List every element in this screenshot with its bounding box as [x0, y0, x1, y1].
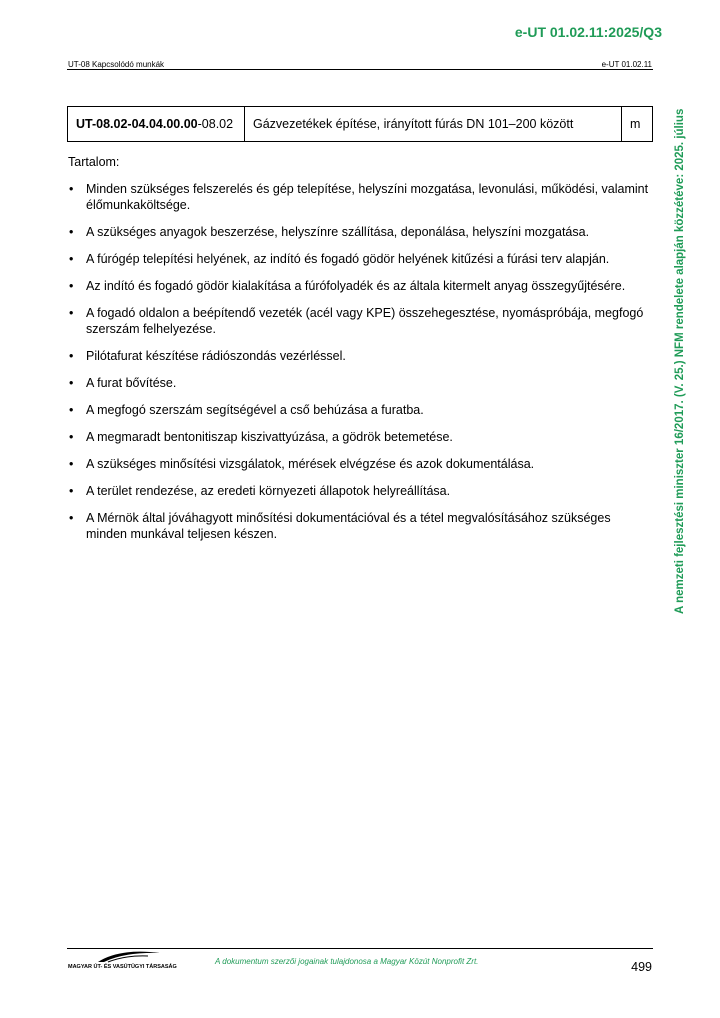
bullet-icon: • [69, 484, 74, 498]
bullet-icon: • [69, 306, 74, 320]
page-number: 499 [631, 960, 652, 974]
bullet-icon: • [69, 511, 74, 525]
item-code [68, 107, 245, 142]
list-item [68, 429, 653, 445]
list-item-text: A megfogó szerszám segítségével a cső behúzása a furatba. [86, 403, 424, 417]
bullet-icon: • [69, 225, 74, 239]
list-item-text: A szükséges anyagok beszerzése, helyszínre szállítása, deponálása, helyszíni mozgatása. [86, 225, 590, 239]
list-item [68, 510, 653, 542]
item-title: Gázvezetékek építése, irányított fúrás DN 101–200 között [245, 107, 622, 142]
list-item-text: Minden szükséges felszerelés és gép telepítése, helyszíni mozgatása, levonulási, működési, valamint élőmunkaköltsége. [86, 182, 649, 212]
bullet-icon: • [69, 252, 74, 266]
item-code-main: UT-08.02-04.04.00.00 [76, 117, 198, 131]
bullet-icon: • [69, 457, 74, 471]
footer-divider [67, 948, 653, 949]
item-unit: m [622, 107, 653, 142]
bullet-icon: • [69, 430, 74, 444]
content-list [68, 181, 653, 553]
bullet-icon: • [69, 376, 74, 390]
document-code: e-UT 01.02.11:2025/Q3 [514, 24, 662, 40]
list-item [68, 224, 653, 240]
bullet-icon: • [69, 349, 74, 363]
bullet-icon: • [69, 182, 74, 196]
list-item [68, 251, 653, 267]
item-table [67, 106, 653, 142]
copyright-notice: A dokumentum szerzői jogainak tulajdonosa a Magyar Közút Nonprofit Zrt. [215, 957, 479, 966]
list-item-text: A szükséges minősítési vizsgálatok, mérések elvégzése és azok dokumentálása. [86, 457, 535, 471]
section-header: UT-08 Kapcsolódó munkák [68, 60, 165, 69]
short-code-header: e-UT 01.02.11 [601, 60, 652, 69]
list-item-text: A Mérnök által jóváhagyott minősítési dokumentációval és a tétel megvalósításához szükséges minden munkával teljesen készen. [86, 511, 611, 541]
list-item [68, 483, 653, 499]
list-item-text: A terület rendezése, az eredeti környezeti állapotok helyreállítása. [86, 484, 451, 498]
list-item-text: Az indító és fogadó gödör kialakítása a fúrófolyadék és az általa kitermelt anyag összegyűjtésére. [86, 279, 626, 293]
header-divider [67, 69, 653, 70]
list-item [68, 181, 653, 213]
list-item [68, 348, 653, 364]
logo-swoosh-icon [68, 950, 164, 964]
bullet-icon: • [69, 403, 74, 417]
item-code-suffix: -08.02 [197, 117, 234, 131]
list-item [68, 402, 653, 418]
list-item-text: A megmaradt bentonitiszap kiszivattyúzása, a gödrök betemetése. [86, 430, 453, 444]
item-row [68, 107, 653, 142]
list-item-text: A furat bővítése. [86, 376, 177, 390]
organization-logo [68, 950, 177, 974]
bullet-icon: • [69, 279, 74, 293]
list-item-text: A fogadó oldalon a beépítendő vezeték (acél vagy KPE) összehegesztése, nyomáspróbája, megfogó szerszám felhelyezése. [86, 306, 644, 336]
publication-note: A nemzeti fejlesztési miniszter 16/2017. (V. 25.) NFM rendelete alapján közzétéve: 2025. július [674, 108, 686, 614]
content-label: Tartalom: [68, 155, 120, 169]
list-item [68, 278, 653, 294]
list-item [68, 305, 653, 337]
list-item-text: Pilótafurat készítése rádiószondás vezérléssel. [86, 349, 346, 363]
list-item [68, 456, 653, 472]
list-item-text: A fúrógép telepítési helyének, az indító és fogadó gödör helyének kitűzési a fúrási terv alapján. [86, 252, 610, 266]
list-item [68, 375, 653, 391]
logo-text: MAGYAR ÚT- ÉS VASÚTÜGYI TÁRSASÁG [68, 964, 177, 970]
